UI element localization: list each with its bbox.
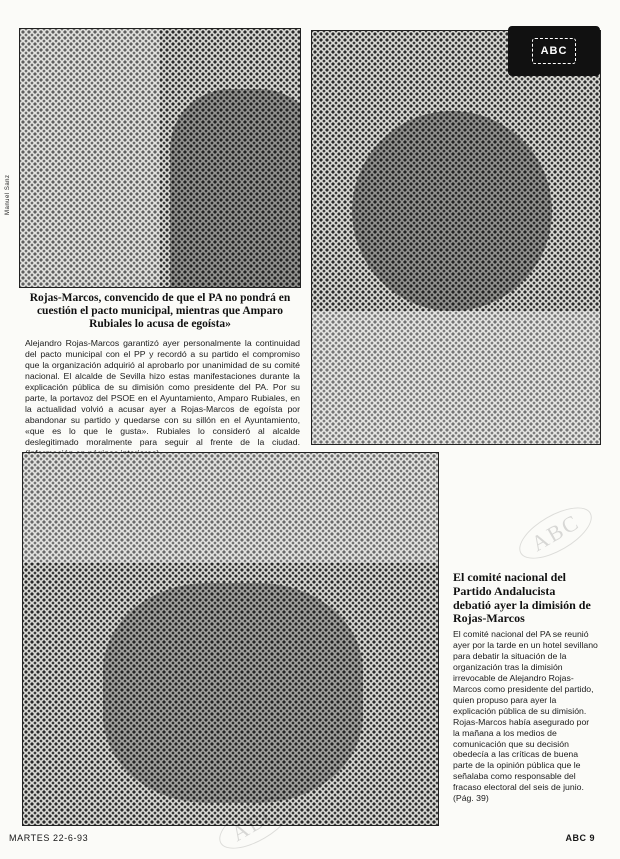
watermark-abc: ABC <box>211 787 299 859</box>
footer-date: MARTES 22-6-93 <box>9 833 89 843</box>
story1-body: Alejandro Rojas-Marcos garantizó ayer personalmente la continuidad del pacto municipal con el PP y recordó a su partido el compromiso que la organización adquirió al aprobarlo por unanimidad de su comité nacional. El alcalde de Sevilla hizo estas manifestaciones durante la explicación pública de su dimisión como presidente del PA. Por su parte, la portavoz del PSOE en el Ayuntamiento, Amparo Rubiales, en la actualidad volvió a acusar ayer a Rojas-Marcos de egoísta por abandonar su partido y quedarse con su sillón en el Ayuntamiento, «que es lo que le gusta». Rubiales lo consideró al alcalde deslegitimado moralmente para seguir al frente de la ciudad. <box>25 338 300 447</box>
photo-shade <box>23 453 438 563</box>
abc-stamp-icon: ABC <box>508 26 600 76</box>
story1-headline: Rojas-Marcos, convencido de que el PA no pondrá en cuestión el pacto municipal, mientras que Amparo Rubiales lo acusa de egoísta» <box>29 292 291 331</box>
footer-page: ABC 9 <box>565 833 595 843</box>
photo-comite-meeting <box>22 452 439 826</box>
photo-shade-light <box>20 29 160 287</box>
photo-rojas-marcos-portrait <box>19 28 301 288</box>
photo-shade-dark <box>103 583 363 803</box>
story2-body: El comité nacional del PA se reunió ayer por la tarde en un hotel sevillano para debatir la situación de la organización tras la dimisión irrevocable de Alejandro Rojas-Marcos como presidente del partido, quien propuso para ayer la explicación pública de su dimisión. Rojas-Marcos había asegurado por la mañana a los medios de comunicación que su decisión obedecía a las críticas de buena parte de la opinión pública que le señalaba como responsable del fracaso electoral del seis de junio. (Pág. 39) <box>453 629 598 804</box>
photo-shade <box>352 111 552 311</box>
photo-rojas-marcos-phone <box>311 30 601 445</box>
story2-headline: El comité nacional del Partido Andalucista debatió ayer la dimisión de Rojas-Marcos <box>453 570 591 626</box>
photo-shade-light <box>312 311 600 444</box>
photo-credit: Manuel Sanz <box>5 174 11 215</box>
photo-shade <box>170 89 301 288</box>
watermark-abc: ABC <box>511 497 599 569</box>
